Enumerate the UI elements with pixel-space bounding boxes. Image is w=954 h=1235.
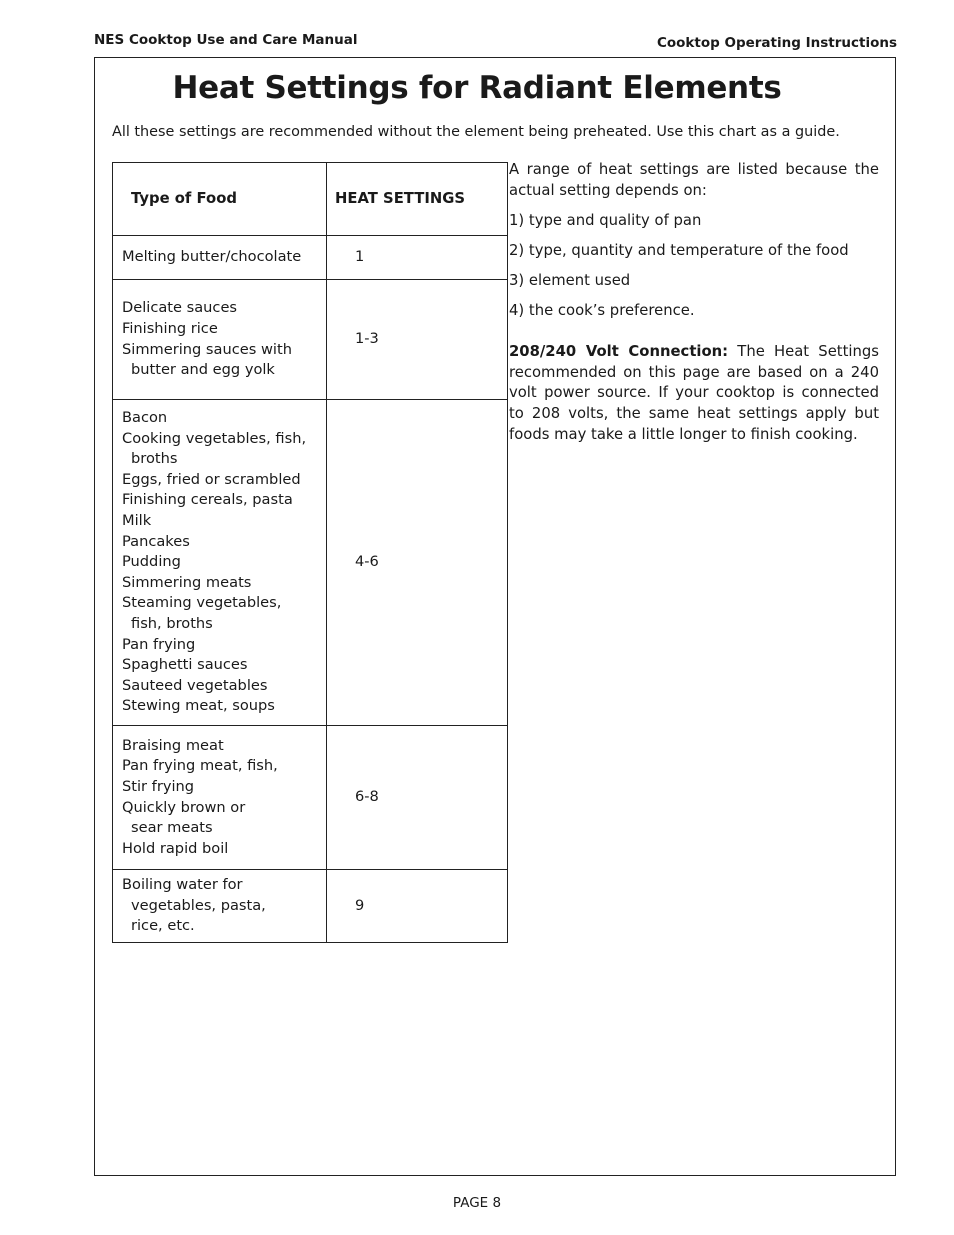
food-item: Pan frying meat, fish,: [122, 757, 278, 775]
food-item: Steaming vegetables,: [122, 594, 282, 612]
heat-setting-cell: 4-6: [327, 400, 508, 726]
food-item: butter and egg yolk: [131, 361, 275, 379]
food-item: Simmering meats: [122, 573, 252, 591]
table-row: [113, 726, 508, 870]
food-item: Quickly brown or: [122, 798, 246, 816]
column-header-settings: HEAT SETTINGS: [327, 163, 508, 236]
heat-setting-cell: 6-8: [327, 726, 508, 870]
explanation-column: [509, 160, 879, 454]
food-item: Boiling water for: [122, 876, 243, 894]
food-cell: [113, 236, 327, 280]
page-number: PAGE 8: [452, 1195, 502, 1211]
food-item: fish, broths: [131, 614, 213, 632]
food-item: Milk: [122, 512, 152, 530]
food-cell: [113, 726, 327, 870]
food-item: Finishing cereals, pasta: [122, 491, 293, 509]
heat-settings-table: [112, 162, 508, 943]
table-row: [113, 280, 508, 400]
food-item: rice, etc.: [131, 917, 195, 935]
heat-setting-cell: 1-3: [327, 280, 508, 400]
column-header-food: Type of Food: [113, 163, 327, 236]
food-item: Stewing meat, soups: [122, 697, 275, 715]
range-explanation: A range of heat settings are listed because the actual setting depends on:: [509, 161, 879, 199]
food-item: Braising meat: [122, 736, 224, 754]
manual-title: NES Cooktop Use and Care Manual: [94, 32, 358, 48]
food-item: Delicate sauces: [122, 299, 238, 317]
food-cell: [113, 870, 327, 943]
table-row: [113, 870, 508, 943]
food-cell: [113, 400, 327, 726]
food-cell: [113, 280, 327, 400]
food-item: Cooking vegetables, fish,: [122, 429, 307, 447]
table-row: [113, 236, 508, 280]
voltage-note: [509, 342, 879, 445]
food-item: vegetables, pasta,: [131, 896, 266, 914]
factor-item: 1) type and quality of pan: [509, 211, 702, 229]
page-title: Heat Settings for Radiant Elements: [172, 70, 782, 106]
voltage-heading: 208/240 Volt Connection:: [509, 343, 729, 361]
food-item: Melting butter/chocolate: [122, 248, 302, 266]
food-item: Sauteed vegetables: [122, 676, 268, 694]
section-title: Cooktop Operating Instructions: [656, 35, 897, 51]
food-item: Stir frying: [122, 777, 195, 795]
food-item: Finishing rice: [122, 319, 218, 337]
food-item: Pan frying: [122, 635, 196, 653]
factor-item: 3) element used: [509, 271, 631, 289]
factor-item: 2) type, quantity and temperature of the food: [509, 241, 849, 259]
intro-text: All these settings are recommended without the element being preheated. Use this chart as a guide.: [112, 124, 840, 140]
food-item: Simmering sauces with: [122, 340, 292, 358]
food-item: sear meats: [131, 819, 213, 837]
heat-setting-cell: 1: [327, 236, 508, 280]
table-header-row: [113, 163, 508, 236]
food-item: Hold rapid boil: [122, 839, 229, 857]
food-item: broths: [131, 450, 178, 468]
food-item: Pudding: [122, 553, 181, 571]
food-item: Spaghetti sauces: [122, 656, 248, 674]
food-item: Pancakes: [122, 532, 190, 550]
food-item: Bacon: [122, 409, 168, 427]
food-item: Eggs, fried or scrambled: [122, 470, 301, 488]
table-row: [113, 400, 508, 726]
factor-item: 4) the cook’s preference.: [509, 301, 695, 319]
voltage-text: The Heat Settings recommended on this page are based on a 240 volt power source. If your cooktop is connected to 208 volts, the same heat settings apply but foods may take a little longer to finish cooking.: [509, 343, 879, 443]
heat-setting-cell: 9: [327, 870, 508, 943]
